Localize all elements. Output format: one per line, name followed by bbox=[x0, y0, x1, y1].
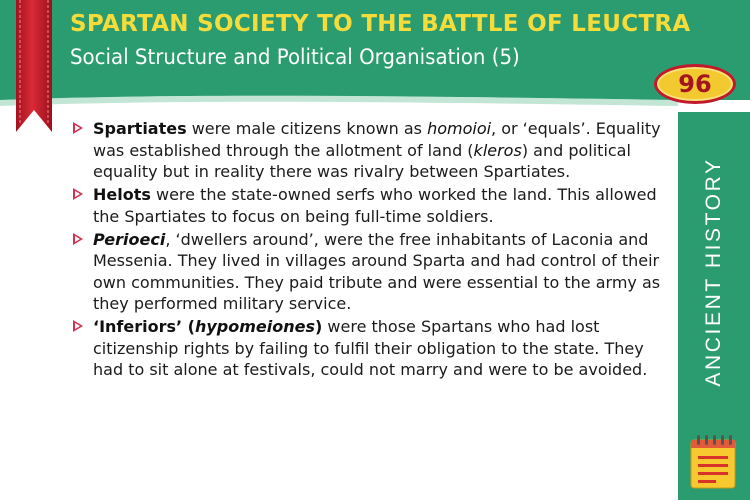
bookmark-ribbon-icon bbox=[16, 0, 52, 132]
bullet-text: , ‘dwellers around’, were the free inhabitants of Laconia and Messenia. They lived in villages around Sparta and had control of their own communities. They paid tribute and were essential to the army as they performed military service. bbox=[93, 229, 661, 313]
sidebar-label: ANCIENT HISTORY bbox=[702, 157, 725, 387]
triangle-bullet-icon bbox=[73, 122, 83, 134]
notes-icon[interactable] bbox=[688, 432, 742, 490]
bullet-list bbox=[72, 118, 670, 381]
triangle-bullet-icon bbox=[73, 320, 83, 332]
term-perioeci: Perioeci bbox=[93, 229, 166, 249]
bullet-text: were the state-owned serfs who worked the land. This allowed the Spartiates to focus on being full-time soldiers. bbox=[93, 185, 657, 226]
term-inferiors bbox=[93, 317, 322, 336]
term-close-paren: ) bbox=[315, 317, 323, 336]
page-subtitle: Social Structure and Political Organisation (5) bbox=[70, 45, 520, 70]
term-helots: Helots bbox=[93, 185, 151, 204]
triangle-bullet-icon bbox=[73, 233, 83, 245]
bullet-text: were male citizens known as bbox=[186, 119, 428, 138]
bullet-inferiors bbox=[72, 316, 670, 381]
bullet-helots bbox=[72, 184, 670, 227]
term-inferiors-label: ‘Inferiors’ ( bbox=[93, 317, 195, 336]
triangle-bullet-icon bbox=[73, 188, 83, 200]
term-spartiates: Spartiates bbox=[93, 119, 187, 138]
term-kleros: kleros bbox=[473, 140, 522, 160]
bullet-spartiates bbox=[72, 118, 670, 183]
bullet-text: were those Spartans who had lost citizenship rights by failing to fulfil their obligation to the state. They had to sit alone at festivals, could not marry and were to be avoided. bbox=[93, 317, 648, 379]
content-body bbox=[72, 118, 670, 382]
page-number-badge: 96 bbox=[654, 64, 736, 104]
term-homoioi: homoioi bbox=[427, 119, 492, 138]
bullet-text: , or ‘equals’. Equality was established through the allotment of land ( bbox=[93, 119, 661, 160]
page-title: SPARTAN SOCIETY TO THE BATTLE OF LEUCTRA bbox=[70, 11, 691, 37]
term-hypomeiones: hypomeiones bbox=[194, 317, 316, 336]
bullet-text: ) and political equality but in reality there was rivalry between Spartiates. bbox=[93, 140, 631, 181]
bullet-perioeci bbox=[72, 229, 670, 315]
